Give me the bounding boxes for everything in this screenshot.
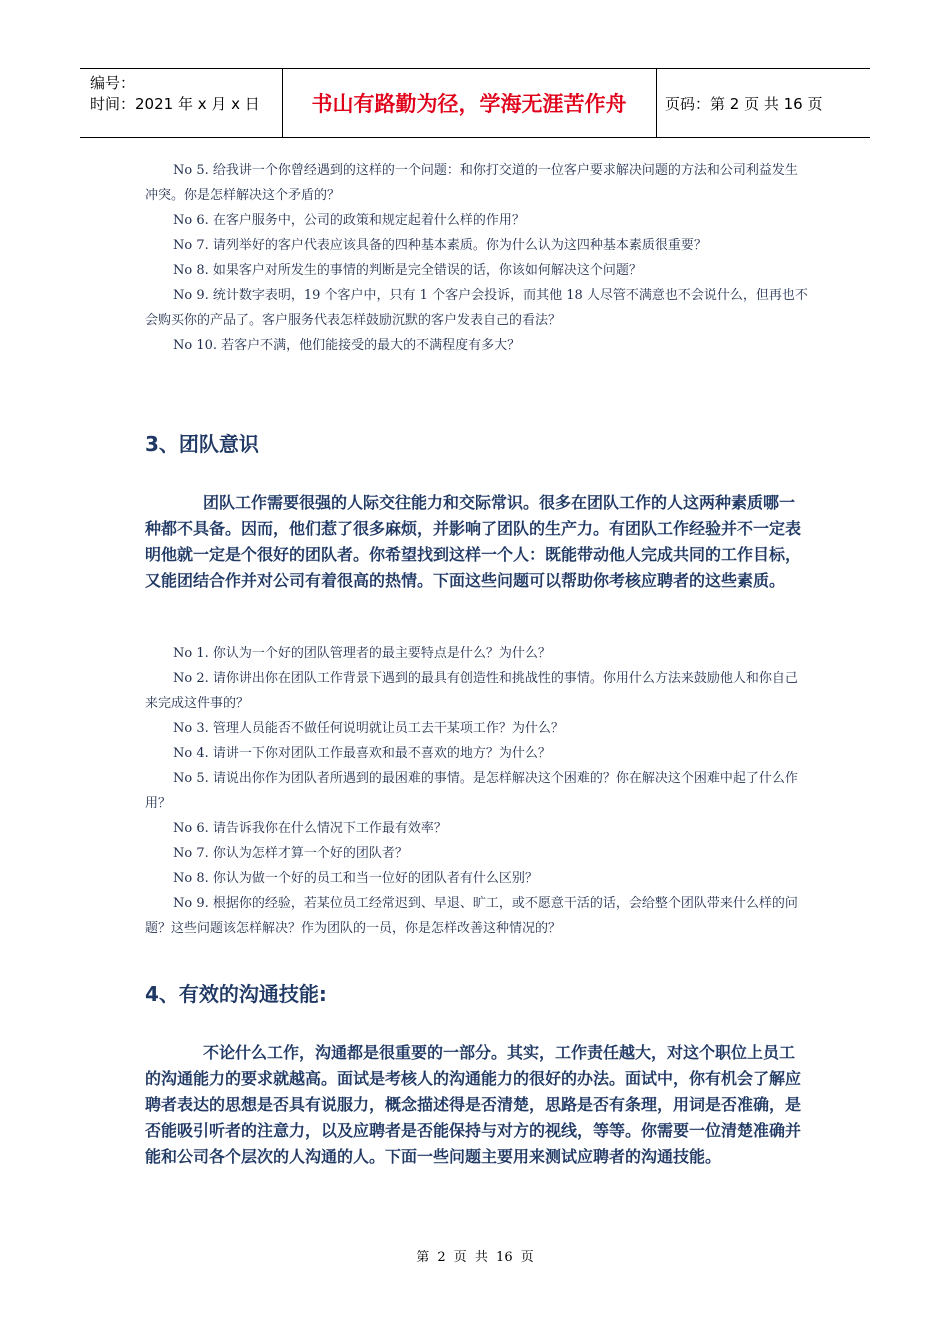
question-item: No 8. 如果客户对所发生的事情的判断是完全错误的话，你该如何解决这个问题？ <box>173 263 642 278</box>
question-item: No 2. 请你讲出你在团队工作背景下遇到的最具有创造性和挑战性的事情。你用什么方法来鼓励他人和你自己来完成这件事的？ <box>145 671 798 711</box>
question-item: No 5. 给我讲一个你曾经遇到的这样的一个问题：和你打交道的一位客户要求解决问题的方法和公司利益发生冲突。你是怎样解决这个矛盾的？ <box>145 163 798 203</box>
page-header <box>80 68 870 138</box>
header-left-cell <box>90 73 260 115</box>
document-time-label: 时间：2021 年 x 月 x 日 <box>90 95 260 113</box>
section-heading-communication: 4、有效的沟通技能: <box>145 982 327 1006</box>
document-number-label: 编号： <box>90 74 136 92</box>
question-item: No 5. 请说出你作为团队者所遇到的最困难的事情。是怎样解决这个困难的？你在解决这个困难中起了什么作用？ <box>145 771 798 811</box>
question-item: No 6. 在客户服务中，公司的政策和规定起着什么样的作用？ <box>173 213 525 228</box>
question-item: No 9. 统计数字表明，19 个客户中，只有 1 个客户会投诉，而其他 18 人尽管不满意也不会说什么，但再也不会购买你的产品了。客户服务代表怎样鼓励沉默的客户发表自己的看法？ <box>145 288 808 328</box>
header-divider <box>656 69 657 137</box>
header-motto: 书山有路勤为径，学海无涯苦作舟 <box>311 92 627 116</box>
question-item: No 1. 你认为一个好的团队管理者的最主要特点是什么？为什么？ <box>173 646 551 661</box>
question-item: No 9. 根据你的经验，若某位员工经常迟到、早退、旷工，或不愿意干活的话，会给整个团队带来什么样的问题？这些问题该怎样解决？作为团队的一员，你是怎样改善这种情况的？ <box>145 896 798 936</box>
question-item: No 6. 请告诉我你在什么情况下工作最有效率？ <box>173 821 447 836</box>
customer-service-question-list <box>145 158 810 358</box>
question-item: No 8. 你认为做一个好的员工和当一位好的团队者有什么区别？ <box>173 871 538 886</box>
header-page-number: 页码：第 2 页 共 16 页 <box>665 94 823 113</box>
question-item: No 7. 请列举好的客户代表应该具备的四种基本素质。你为什么认为这四种基本素质很重要？ <box>173 238 707 253</box>
question-item: No 4. 请讲一下你对团队工作最喜欢和最不喜欢的地方？为什么？ <box>173 746 551 761</box>
section-heading-teamwork: 3、团队意识 <box>145 432 259 456</box>
question-item: No 7. 你认为怎样才算一个好的团队者？ <box>173 846 408 861</box>
question-item: No 10. 若客户不满，他们能接受的最大的不满程度有多大？ <box>173 338 521 353</box>
communication-intro-paragraph: 不论什么工作，沟通都是很重要的一部分。其实，工作责任越大，对这个职位上员工的沟通能力的要求就越高。面试是考核人的沟通能力的很好的办法。面试中，你有机会了解应聘者表达的思想是否具有说服力，概念描述得是否清楚，思路是否有条理，用词是否准确，是否能吸引听者的注意力，以及应聘者是否能保持与对方的视线，等等。你需要一位清楚准确并能和公司各个层次的人沟通的人。下面一些问题主要用来测试应聘者的沟通技能。 <box>145 1043 802 1166</box>
page-footer: 第 2 页 共 16 页 <box>416 1250 534 1265</box>
question-item: No 3. 管理人员能否不做任何说明就让员工去干某项工作？为什么？ <box>173 721 564 736</box>
teamwork-intro-paragraph: 团队工作需要很强的人际交往能力和交际常识。很多在团队工作的人这两种素质哪一种都不具备。因而，他们惹了很多麻烦，并影响了团队的生产力。有团队工作经验并不一定表明他就一定是个很好的团队者。你希望找到这样一个人：既能带动他人完成共同的工作目标，又能团结合作并对公司有着很高的热情。下面这些问题可以帮助你考核应聘者的这些素质。 <box>145 493 802 590</box>
teamwork-question-list <box>145 641 810 941</box>
